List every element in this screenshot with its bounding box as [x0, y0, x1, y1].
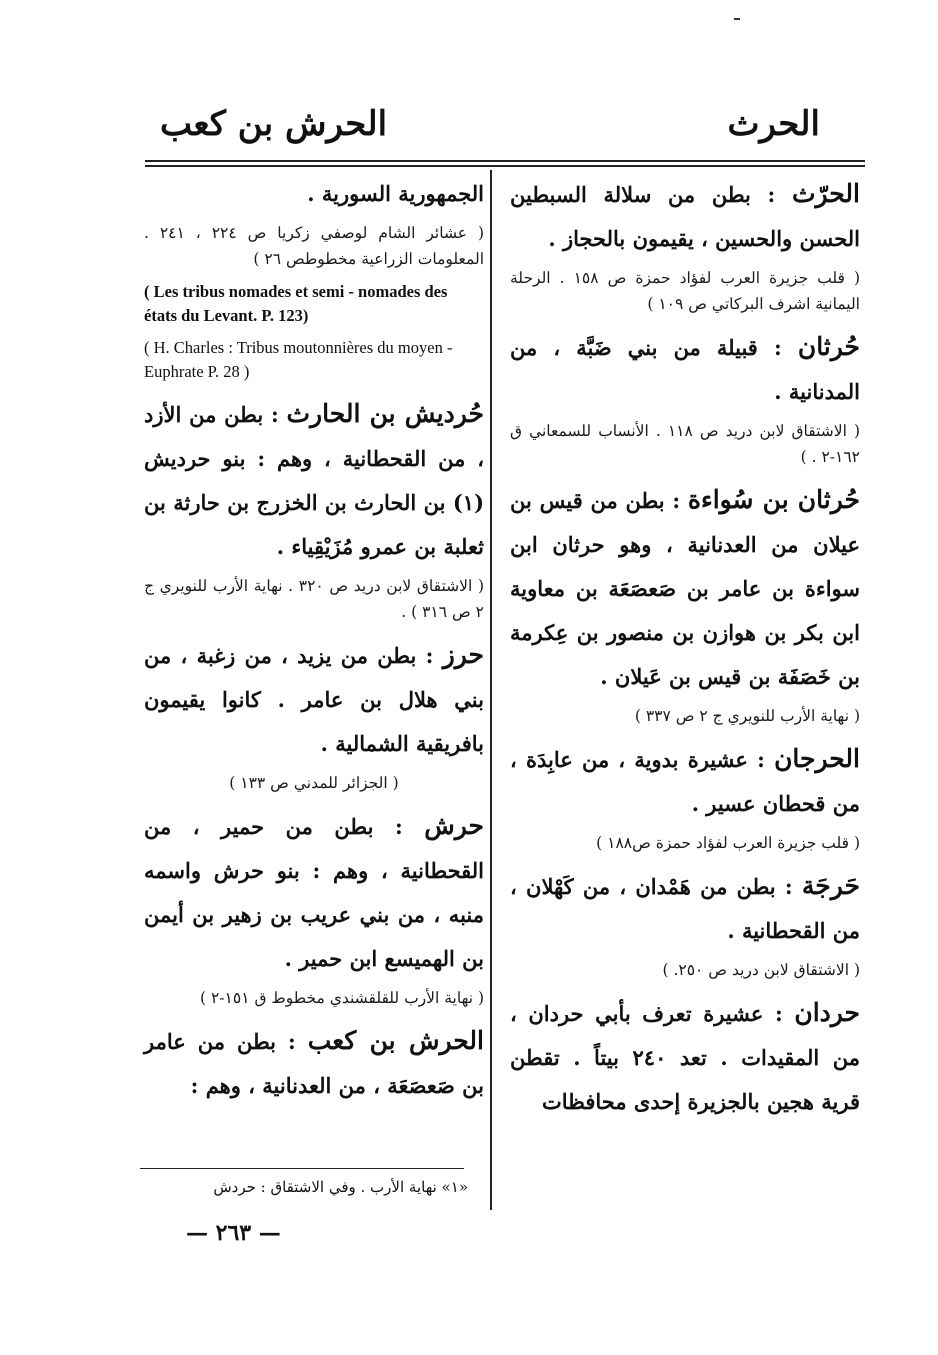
entry-text: : عشيرة بدوية ، من عابِدَة ، من قحطان عسير . — [510, 747, 860, 816]
entry-headword: حُرديش بن الحارث — [286, 399, 485, 428]
entry-text: : بطن من قيس بن عيلان من العدنانية ، وهو حرثان ابن سواءة بن عامر بن صَعصَعَة بن معاوية ابن بكر بن هوازن بن منصور بن عِكرمة بن خَصَفَة بن قيس بن عَيلان . — [510, 488, 860, 689]
entry-text: : بطن من هَمْدان ، من كَهْلان ، من القحطانية . — [510, 874, 860, 943]
entry-headword: حُرثان — [797, 332, 861, 361]
entry-text: : بطن من سلالة السبطين الحسن والحسين ، يقيمون بالحجاز . — [510, 182, 860, 251]
entry-text: : بطن من عامر بن صَعصَعَة ، من العدنانية ، وهم : — [144, 1029, 484, 1098]
entry-headword: الحرجان — [774, 744, 860, 773]
running-head-left: الحرش بن كعب — [160, 104, 388, 144]
dictionary-entry — [510, 478, 860, 699]
entry-headword: حردان — [794, 998, 861, 1027]
source-reference: ( عشائر الشام لوصفي زكريا ص ٢٢٤ ، ٢٤١ . المعلومات الزراعية مخطوطص ٢٦ ) — [144, 224, 485, 268]
header-rule-top — [145, 160, 865, 162]
source-reference: ( الاشتقاق لابن دريد ص ٢٥٠. ) — [662, 961, 860, 979]
dictionary-entry — [144, 1019, 484, 1108]
entry-text: : بطن من الأزد ، من القحطانية ، وهم : بنو حرديش (١) بن الحارث بن الخزرج بن حارثة بن ثعلبة بن عمرو مُزَيْقِياء . — [144, 402, 484, 559]
entry-headword: الحرّث — [791, 179, 860, 208]
dictionary-entry — [510, 325, 860, 414]
left-column — [144, 172, 484, 1112]
printer-mark — [734, 18, 740, 20]
dictionary-entry — [510, 172, 860, 261]
latin-reference: ( Les tribus nomades et semi - nomades des états du Levant. P. 123) — [144, 282, 448, 325]
source-reference: ( الجزائر للمدني ص ١٣٣ ) — [229, 774, 399, 792]
dictionary-entry — [144, 172, 484, 216]
entry-headword: حُرثان بن سُواءة — [687, 485, 860, 514]
source-reference: ( قلب جزيرة العرب لفؤاد حمزة ص ١٥٨ . الرحلة اليمانية اشرف البركاتي ص ١٠٩ ) — [510, 269, 860, 313]
source-reference: ( الاشتقاق لابن دريد ص ٣٢٠ . نهاية الأرب للنويري ج ٢ ص ٣١٦ ) . — [144, 577, 484, 621]
entry-text: : قبيلة من بني ضَبَّة ، من المدنانية . — [510, 335, 860, 404]
entry-text: : بطن من يزيد ، من زغبة ، من بني هلال بن عامر . كانوا يقيمون بافريقية الشمالية . — [144, 643, 484, 756]
entry-text: : عشيرة تعرف بأبي حردان ، من المقيدات . تعد ٢٤٠ بيتاً . تقطن قرية هجين بالجزيرة إحدى محافظات — [510, 1001, 861, 1114]
latin-reference: ( H. Charles : Tribus moutonnières du moyen - Euphrate P. 28 ) — [144, 338, 453, 381]
source-reference: ( الاشتقاق لابن دريد ص ١١٨ . الأنساب للسمعاني ق ١٦٢-٢ . ) — [510, 422, 860, 466]
entry-headword: حرز — [442, 640, 485, 669]
page-number: — ٢٦٣ — — [186, 1220, 281, 1246]
right-column — [510, 172, 860, 1128]
dictionary-entry — [510, 737, 860, 826]
footnote: «١» نهاية الأرب . وفي الاشتقاق : حردش — [213, 1178, 468, 1196]
source-reference: ( نهاية الأرب للقلقشندي مخطوط ق ١٥١-٢ ) — [199, 989, 484, 1007]
source-reference: ( قلب جزيرة العرب لفؤاد حمزة ص١٨٨ ) — [596, 834, 860, 852]
column-divider — [490, 170, 492, 1210]
entry-headword: حَرجَة — [801, 871, 861, 900]
header-rule-bottom — [145, 165, 865, 167]
dictionary-entry — [144, 392, 484, 569]
running-head-right: الحرث — [727, 104, 820, 144]
footnote-rule — [140, 1168, 464, 1169]
dictionary-entry — [510, 864, 860, 953]
dictionary-entry — [144, 804, 484, 981]
entry-headword: حرش — [424, 811, 484, 840]
entry-text: : بطن من حمير ، من القحطانية ، وهم : بنو حرش واسمه منبه ، من بني عريب بن زهير بن أيمن بن الهميسع ابن حمير . — [144, 814, 484, 971]
source-reference: ( نهاية الأرب للنويري ج ٢ ص ٣٣٧ ) — [634, 707, 860, 725]
entry-text: الجمهورية السورية . — [307, 181, 484, 206]
dictionary-entry — [144, 633, 484, 766]
entry-headword: الحرش بن كعب — [307, 1026, 484, 1055]
dictionary-entry — [510, 991, 860, 1124]
